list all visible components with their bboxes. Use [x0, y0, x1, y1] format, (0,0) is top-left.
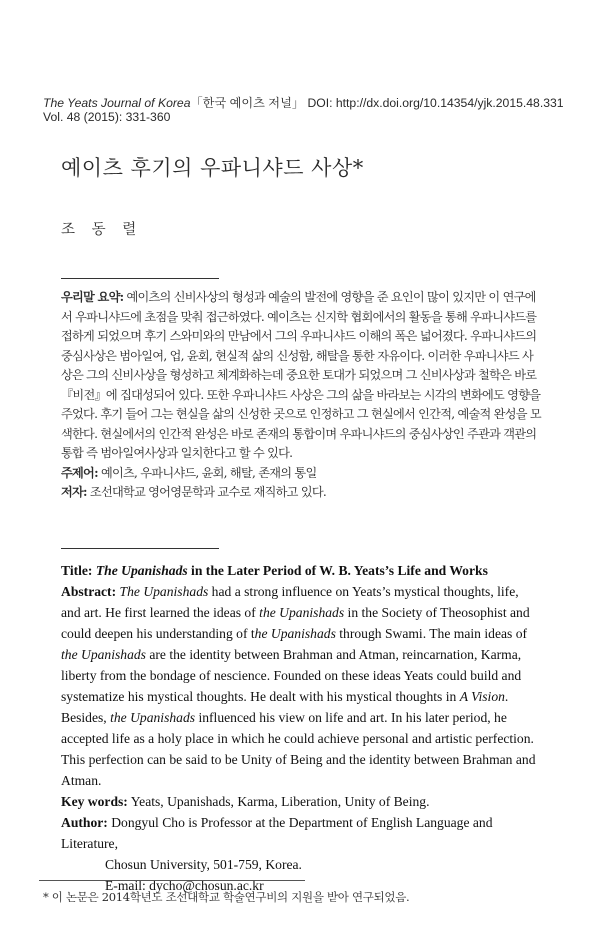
- divider-middle: [61, 548, 219, 549]
- korean-keywords: [61, 464, 541, 484]
- article-title: 예이츠 후기의 우파니샤드 사상*: [61, 156, 364, 180]
- korean-abstract: [61, 288, 541, 503]
- english-abstract-label: Abstract:: [61, 584, 117, 599]
- korean-abstract-paragraph: [61, 288, 541, 464]
- abstract-italic-segment: A Vision: [459, 689, 505, 704]
- abstract-italic-segment: the Upanishads: [259, 605, 345, 620]
- korean-keywords-text: 예이츠, 우파니샤드, 윤회, 해탈, 존재의 통일: [97, 465, 317, 480]
- english-title-label: Title:: [61, 563, 93, 578]
- korean-author-text: 조선대학교 영어영문학과 교수로 재직하고 있다.: [86, 485, 327, 499]
- english-author-email: E-mail: dycho@chosun.ac.kr: [105, 878, 264, 893]
- journal-name: The Yeats Journal of Korea: [43, 96, 191, 110]
- abstract-italic-segment: the Upanishads: [110, 710, 196, 725]
- journal-korean-name: 「한국 예이츠 저널」: [190, 96, 305, 110]
- korean-abstract-label: 우리말 요약:: [61, 290, 124, 304]
- doi-link[interactable]: DOI: http://dx.doi.org/10.14354/yjk.2015.48.331: [307, 96, 564, 110]
- korean-author-info: [61, 483, 541, 503]
- korean-author-label: 저자:: [61, 485, 87, 499]
- korean-abstract-text: 예이츠의 신비사상의 형성과 예술의 발전에 영향을 준 요인이 많이 있지만 이 연구에서 우파니샤드에 초점을 맞춰 접근하였다. 예이츠는 신지학 협회에서의 활동을 통해 우파니샤드를 접하게 되었으며 후기 스와미와의 만남에서 그의 우파니샤드 이해의 폭은 넓어졌다. 우파니샤드의 중심사상은 범아일여, 업, 윤회, 현실적 삶의 신성함, 해탈을 통한 자유이다. 이러한 우파니샤드 사상은 그의 신비사상을 형성하고 체계화하는데 중요한 토대가 되었으며 그 신비사상과 철학은 바로 『비전』에 집대성되어 있다. 또한 우파니샤드 사상은 그의 삶을 바라보는 시각의 변화에도 영향을 주었다. 후기 들어 그는 현실을 삶의 신성한 곳으로 인정하고 그 현실에서 인간적, 예술적 완성을 모색한다. 현실에서의 인간적 완성은 바로 존재의 통합이며 우파니샤드의 중심사상인 주관과 객관의 통합 즉 범아일여사상과 일치한다고 할 수 있다.: [61, 290, 541, 460]
- volume-info: Vol. 48 (2015): 331-360: [43, 110, 171, 124]
- abstract-italic-segment: he Upanishads: [254, 626, 336, 641]
- english-author-text: Dongyul Cho is Professor at the Department of English Language and Literature,: [61, 815, 493, 851]
- abstract-text-segment: influenced his view on life and art. In his later period, he accepted life as a holy place in which he could achieve personal and artistic perfection. This perfection can be said to be Unity of Being and the identity between Brahman and Atman.: [61, 710, 536, 788]
- english-title-rest: in the Later Period of W. B. Yeats’s Life and Works: [187, 563, 488, 578]
- english-author-affiliation: Chosun University, 501-759, Korea.: [105, 857, 302, 872]
- english-abstract: [61, 560, 540, 896]
- journal-header-line: [43, 94, 564, 111]
- abstract-text-segment: . Besides,: [61, 689, 509, 725]
- divider-top: [61, 278, 219, 279]
- korean-keywords-label: 주제어:: [61, 465, 98, 480]
- abstract-text-segment: had a strong influence on Yeats’s mystical thoughts, life, and art. He first learned the ideas of: [61, 584, 519, 620]
- abstract-italic-segment: the Upanishads: [61, 647, 146, 662]
- abstract-text-segment: are the identity between Brahman and Atman, reincarnation, Karma, liberty from the bondage of nescience. Founded on these ideas Yeats could build and systematize his mystical thoughts. He dealt with his mystical thoughts in: [61, 647, 522, 704]
- english-abstract-paragraph: [61, 581, 540, 791]
- footnote-divider: [39, 880, 305, 881]
- english-keywords: [61, 791, 540, 812]
- abstract-text-segment: in the Society of Theosophist and could deepen his understanding of t: [61, 605, 530, 641]
- english-title-italic: The Upanishads: [95, 563, 188, 578]
- footnote: * 이 논문은 2014학년도 조선대학교 학술연구비의 지원을 받아 연구되었음.: [43, 890, 410, 904]
- abstract-text-segment: through Swami. The main ideas of: [335, 626, 528, 641]
- english-keywords-text: Yeats, Upanishads, Karma, Liberation, Unity of Being.: [127, 794, 430, 809]
- article-author: 조 동 렬: [61, 222, 143, 238]
- english-title-line: [61, 560, 540, 581]
- abstract-italic-segment: The Upanishads: [119, 584, 209, 599]
- english-author-line: [61, 812, 540, 854]
- english-keywords-label: Key words:: [61, 794, 128, 809]
- english-author-label: Author:: [61, 815, 108, 830]
